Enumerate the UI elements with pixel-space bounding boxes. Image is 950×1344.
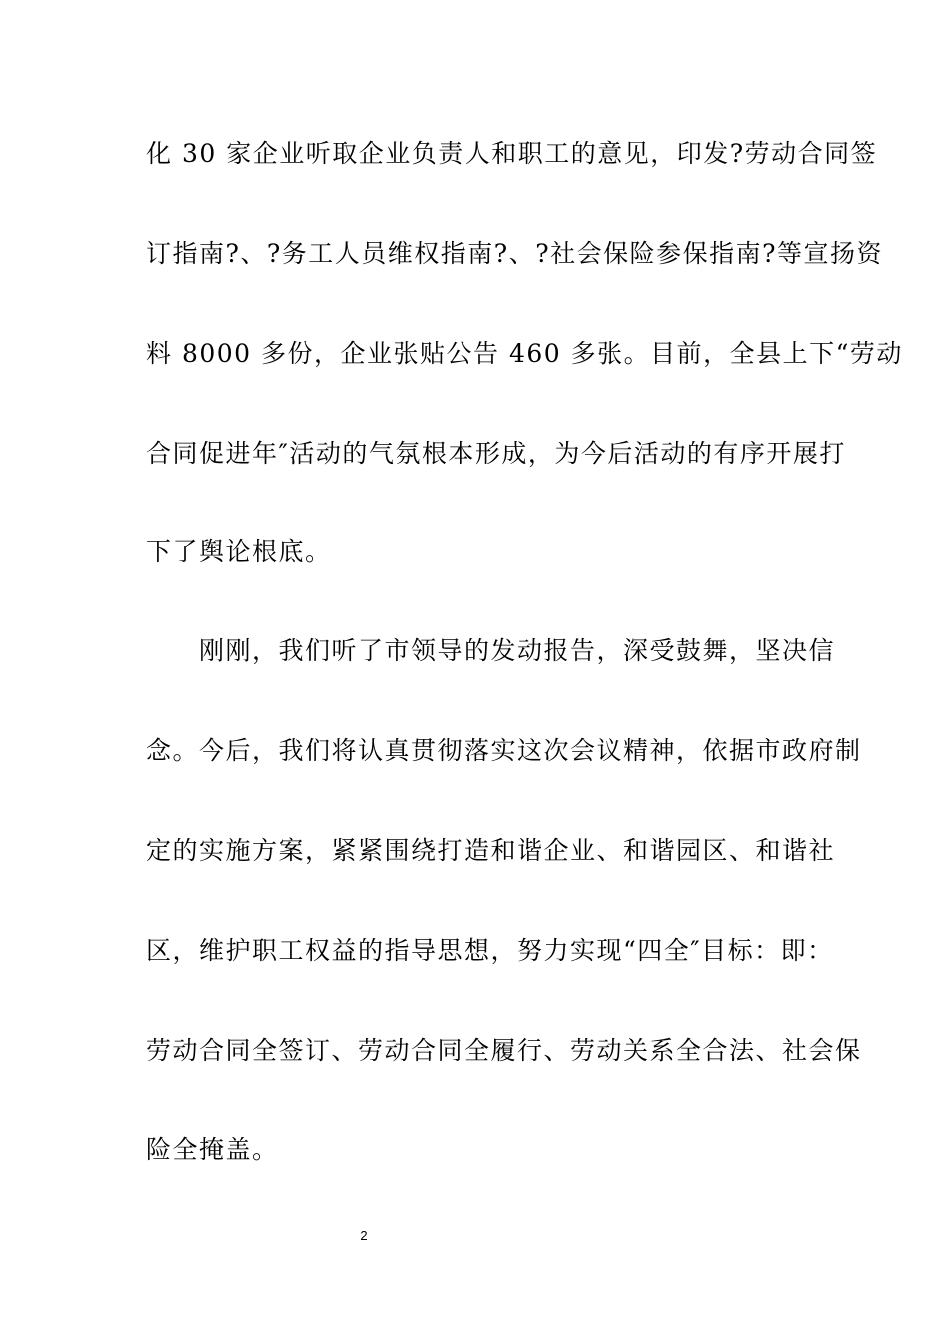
text-line: 刚刚，我们听了市领导的发动报告，深受鼓舞，坚决信 — [146, 636, 836, 665]
text-line: 下了舆论根底。 — [146, 537, 332, 566]
text-line: 合同促进年″活动的气氛根本形成，为今后活动的有序开展打 — [146, 439, 846, 468]
text-line: 定的实施方案，紧紧围绕打造和谐企业、和谐园区、和谐社 — [146, 836, 836, 865]
text-line: 念。今后，我们将认真贯彻落实这次会议精神，依据市政府制 — [146, 736, 862, 765]
text-line: 订指南?、?务工人员维权指南?、?社会保险参保指南?等宣扬资 — [146, 239, 884, 268]
text-line: 区，维护职工权益的指导思想，努力实现“四全″目标：即： — [146, 936, 834, 965]
text-line: 劳动合同全签订、劳动合同全履行、劳动关系全合法、社会保 — [146, 1036, 862, 1065]
text-line: 料 8000 多份，企业张贴公告 460 多张。目前，全县上下“劳动 — [146, 339, 903, 368]
text-line: 化 30 家企业听取企业负责人和职工的意见，印发?劳动合同签 — [146, 139, 878, 168]
text-line: 险全掩盖。 — [146, 1135, 279, 1164]
page-number: 2 — [360, 1228, 368, 1243]
